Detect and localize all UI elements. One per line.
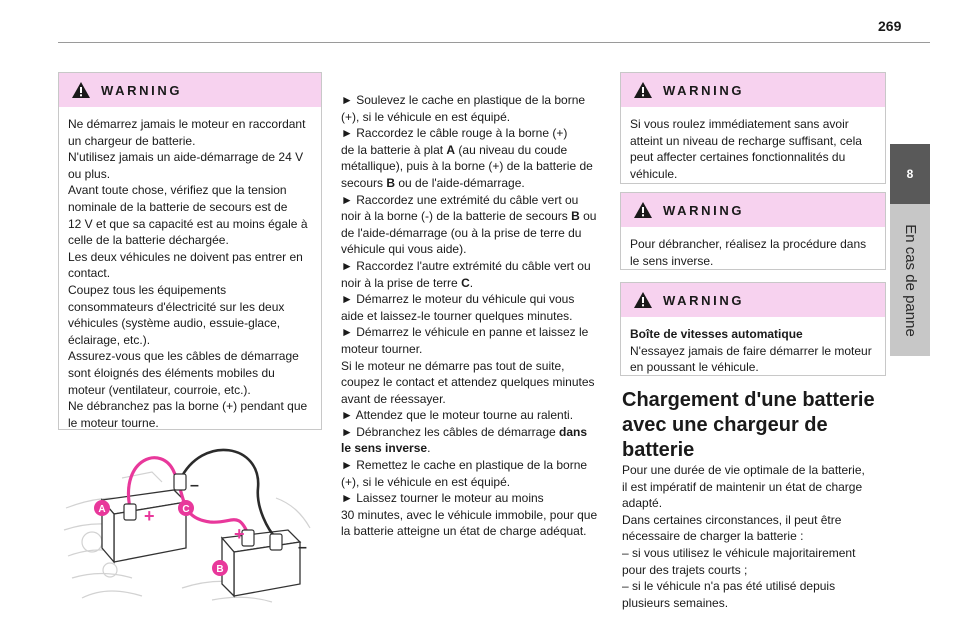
procedure-line: métallique), puis à la borne (+) de la batterie de (341, 159, 593, 174)
line-text: Raccordez le câble rouge à la borne (+) (356, 126, 568, 141)
text-line: sont éloignés des éléments mobiles du (68, 365, 275, 380)
procedure-line: coupez le contact et attendez quelques minutes (341, 375, 595, 390)
minus-mark-b: – (298, 539, 307, 556)
procedure-line (341, 192, 603, 209)
bullet-arrow-icon: ► (341, 192, 353, 207)
warning-box-precautions (58, 72, 322, 430)
line-text: noir à la borne (-) de la batterie de secours (341, 209, 572, 224)
text-line: Avant toute chose, vérifiez que la tension (68, 183, 287, 198)
body-line: Dans certaines circonstances, il peut être (622, 512, 842, 527)
emphasis: le sens inverse (341, 441, 428, 456)
text-line: peut affecter certaines fonctionnalités du (630, 150, 846, 165)
warning-label: WARNING (663, 292, 745, 308)
chapter-number: 8 (906, 167, 914, 181)
warning-triangle-icon (633, 201, 653, 219)
text-line: le sens inverse. (630, 253, 714, 268)
body-line: plusieurs semaines. (622, 595, 729, 610)
line-text: Démarrez le véhicule en panne et laissez le (356, 325, 589, 340)
warning-header (621, 283, 885, 317)
procedure-line: moteur tourner. (341, 341, 423, 356)
warning-label: WARNING (101, 82, 183, 98)
text-line: un chargeur de batterie. (68, 133, 196, 148)
text-line: contact. (68, 266, 111, 281)
body-line: adapté. (622, 496, 663, 511)
warning-box-disconnect (620, 192, 886, 270)
procedure-line (341, 324, 603, 341)
bullet-arrow-icon: ► (341, 458, 353, 473)
line-text: Laissez tourner le moteur au moins (356, 491, 544, 506)
warning-subtitle: Boîte de vitesses automatique (630, 327, 803, 341)
procedure-line (341, 258, 603, 275)
label-b (212, 560, 228, 576)
text-line: moteur (ventilateur, courroie, etc.). (68, 382, 251, 397)
heading-line: avec une chargeur de (622, 414, 828, 436)
warning-triangle-icon (71, 81, 91, 99)
heading-line: batterie (622, 439, 695, 461)
line-text: Remettez le cache en plastique de la borne (356, 458, 588, 473)
procedure-line: Si le moteur ne démarre pas tout de suite, (341, 358, 565, 373)
chapter-title-text: En cas de panne (901, 223, 919, 337)
plus-mark-b: + (234, 524, 245, 544)
text-line: éclairage, etc.). (68, 332, 151, 347)
text-line: en poussant le véhicule. (630, 360, 759, 375)
procedure-line (341, 407, 603, 424)
bullet-arrow-icon: ► (341, 491, 353, 506)
procedure-line: de l'aide-démarrage (ou à la prise de terre du (341, 225, 582, 240)
line-text: . (427, 441, 431, 456)
text-line: ou plus. (68, 166, 111, 181)
body-line: – si vous utilisez le véhicule majoritairement (622, 545, 856, 560)
bullet-arrow-icon: ► (341, 424, 353, 439)
line-text: de la batterie à plat (341, 142, 447, 157)
text-line: Pour débrancher, réalisez la procédure dans (630, 237, 867, 251)
ref-b: B (386, 175, 396, 190)
section-heading (622, 388, 884, 463)
heading-line: Chargement d'une batterie (622, 389, 875, 411)
bullet-arrow-icon: ► (341, 258, 353, 273)
plus-mark-a: + (144, 506, 155, 526)
text-line: 12 V et que sa capacité est au moins égale à (68, 216, 308, 231)
procedure-line: (+), si le véhicule en est équipé. (341, 474, 511, 489)
text-line: N'essayez jamais de faire démarrer le moteur (630, 343, 872, 358)
body-line: pour des trajets courts ; (622, 562, 748, 577)
line-text: Débranchez les câbles de démarrage (356, 424, 560, 439)
text-line: véhicules (système audio, essuie-glace, (68, 316, 281, 331)
text-line: Les deux véhicules ne doivent pas entrer en (68, 249, 303, 264)
procedure-line (341, 125, 603, 142)
ref-a: A (446, 142, 456, 157)
line-text: ou de l'aide-démarrage. (395, 175, 525, 190)
procedure-line: la batterie atteigne un état de charge adéquat. (341, 524, 587, 539)
text-line: Ne débranchez pas la borne (+) pendant que (68, 399, 308, 414)
body-line: – si le véhicule n'a pas été utilisé depuis (622, 579, 836, 594)
text-line: nominale de la batterie de secours est de (68, 199, 288, 214)
text-line: véhicule. (630, 166, 678, 181)
text-line: consommateurs d'électricité sur les deux (68, 299, 285, 314)
warning-box-automatic-gearbox (620, 282, 886, 376)
warning-header (621, 73, 885, 107)
line-text: Attendez que le moteur tourne au ralenti. (355, 408, 574, 423)
text-line: N'utilisez jamais un aide-démarrage de 24 V (68, 150, 304, 165)
procedure-line (341, 175, 603, 192)
line-text: secours (341, 175, 387, 190)
procedure-line (341, 440, 603, 457)
battery-a (102, 490, 186, 562)
bullet-arrow-icon: ► (341, 93, 353, 107)
body-line: il est impératif de maintenir un état de charge (622, 479, 863, 494)
warning-box-recharge (620, 72, 886, 184)
minus-mark-c: – (190, 477, 199, 494)
text-line: Assurez-vous que les câbles de démarrage (68, 349, 299, 364)
header-rule (58, 42, 930, 43)
procedure-line (341, 291, 603, 308)
line-text: Démarrez le moteur du véhicule qui vous (356, 292, 575, 307)
bullet-arrow-icon: ► (341, 325, 353, 340)
procedure-line: (+), si le véhicule en est équipé. (341, 109, 511, 124)
chapter-title (890, 204, 930, 356)
line-text: Soulevez le cache en plastique de la borne (356, 93, 586, 107)
line-text: (au niveau du coude (455, 142, 568, 157)
bullet-arrow-icon: ► (341, 408, 353, 423)
label-a (94, 500, 110, 516)
warning-text (621, 107, 885, 190)
jump-start-illustration (62, 438, 320, 610)
procedure-line (341, 457, 603, 474)
charging-body (622, 462, 884, 611)
bullet-arrow-icon: ► (341, 126, 353, 141)
label-a-text: A (98, 504, 106, 515)
body-line: Pour une durée de vie optimale de la batterie, (622, 463, 865, 477)
line-text: noir à la prise de terre (341, 275, 462, 290)
emphasis: dans (559, 424, 588, 439)
procedure-line (341, 275, 603, 292)
procedure-line (341, 490, 603, 507)
text-line: le moteur tourne. (68, 415, 159, 430)
line-text: . (469, 275, 474, 290)
warning-triangle-icon (633, 81, 653, 99)
warning-text (621, 227, 885, 277)
text-line: Ne démarrez jamais le moteur en raccordant (68, 117, 306, 131)
procedure-line (341, 142, 603, 159)
warning-text (59, 107, 321, 439)
procedure-line: aide et laissez-le tourner quelques minutes. (341, 308, 573, 323)
text-line: Si vous roulez immédiatement sans avoir (630, 117, 849, 131)
warning-label: WARNING (663, 202, 745, 218)
procedure-line (341, 92, 603, 109)
page-number: 269 (878, 18, 902, 34)
procedure-line (341, 208, 603, 225)
label-b-text: B (216, 564, 224, 575)
chapter-tab[interactable] (890, 144, 930, 204)
procedure-line: avant de réessayer. (341, 391, 446, 406)
warning-text (621, 317, 885, 384)
ref-b: B (571, 209, 580, 224)
warning-header (59, 73, 321, 107)
bullet-arrow-icon: ► (341, 292, 353, 307)
procedure-column (341, 92, 603, 540)
line-text: Raccordez l'autre extrémité du câble vert ou (356, 258, 591, 273)
body-line: nécessaire de charger la batterie : (622, 529, 804, 544)
warning-header (621, 193, 885, 227)
label-c-text: C (182, 504, 190, 515)
line-text: Raccordez une extrémité du câble vert ou (356, 192, 579, 207)
procedure-line: 30 minutes, avec le véhicule immobile, pour que (341, 507, 598, 522)
text-line: Coupez tous les équipements (68, 282, 227, 297)
text-line: celle de la batterie déchargée. (68, 233, 229, 248)
label-c (178, 500, 194, 516)
line-text: ou (579, 209, 597, 224)
procedure-line (341, 424, 603, 441)
ref-c: C (461, 275, 470, 290)
warning-label: WARNING (663, 82, 745, 98)
warning-triangle-icon (633, 291, 653, 309)
text-line: atteint un niveau de recharge suffisant, cela (630, 133, 862, 148)
procedure-line: véhicule qui vous aide). (341, 242, 467, 257)
